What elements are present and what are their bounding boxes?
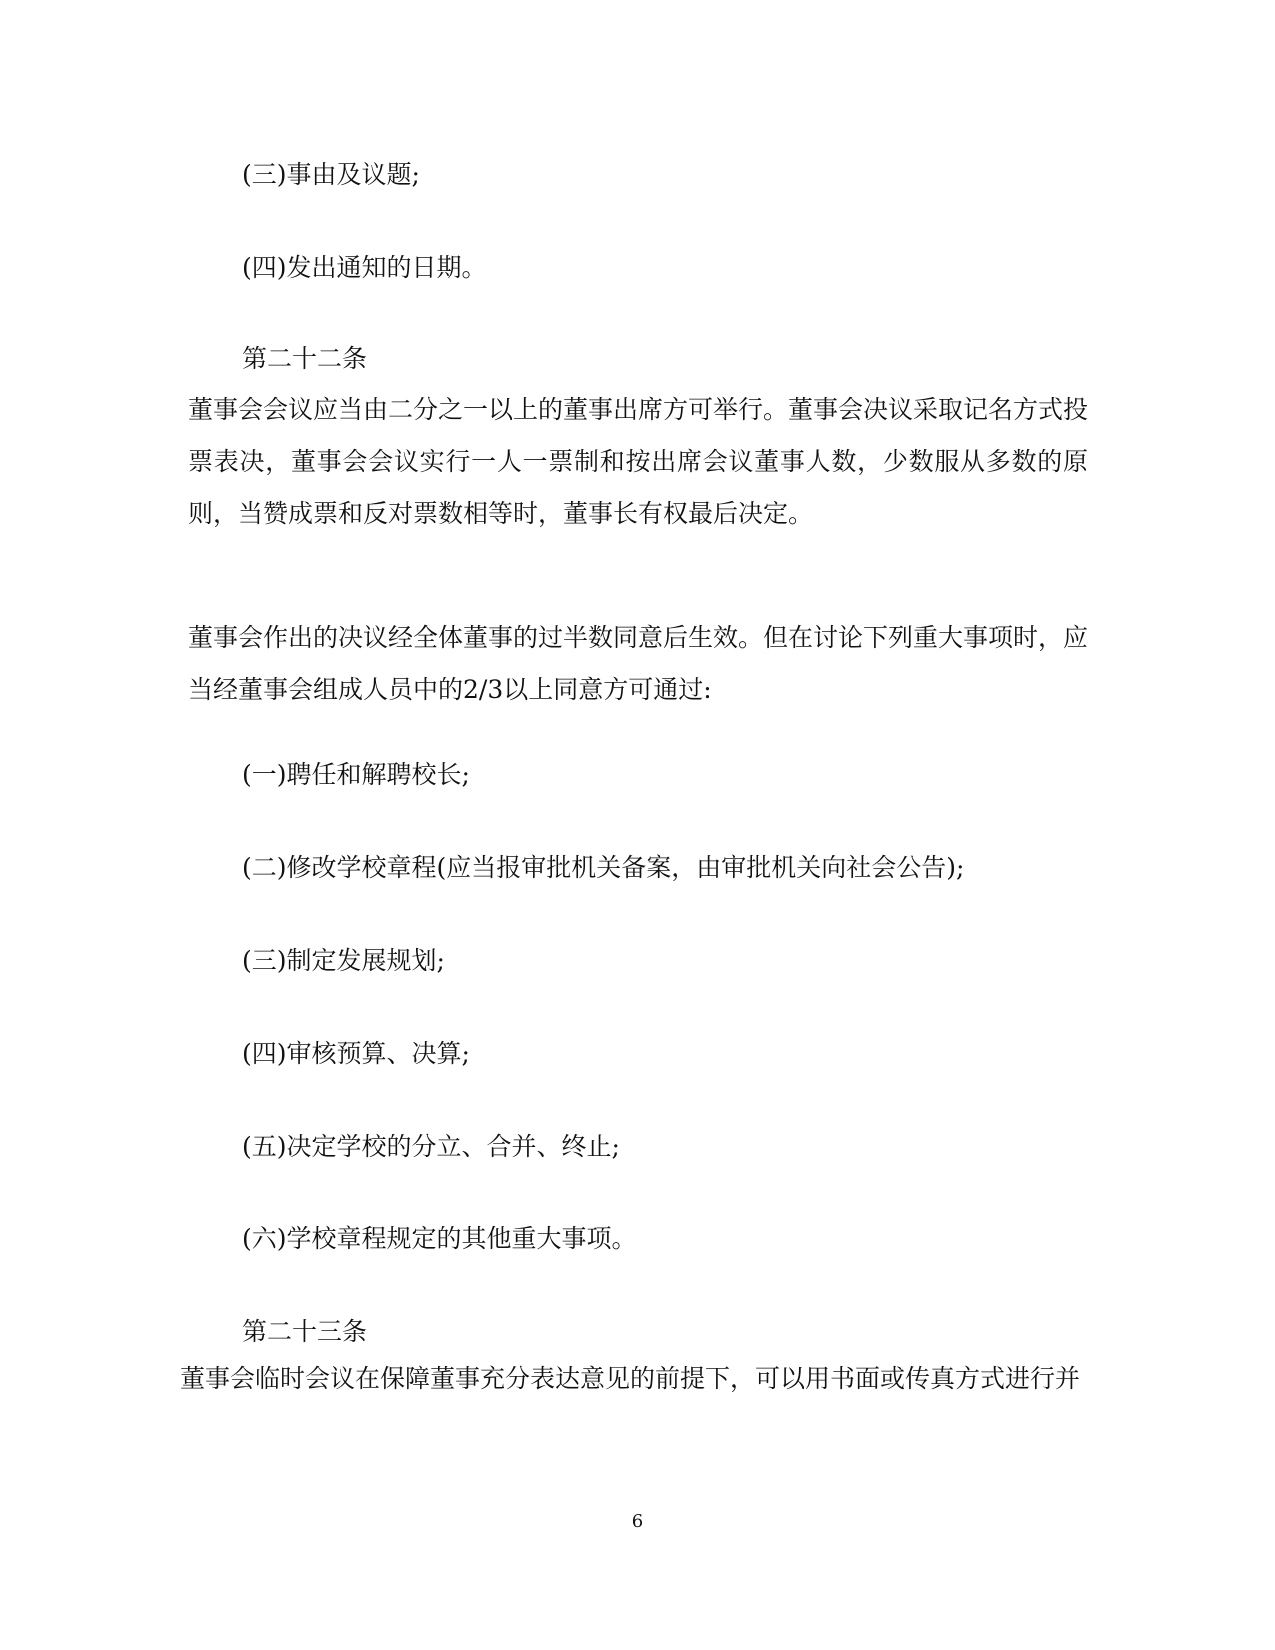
article-22-paragraph-1: 董事会会议应当由二分之一以上的董事出席方可举行。董事会决议采取记名方式投票表决，董事会会议实行一人一票制和按出席会议董事人数，少数服从多数的原则，当赞成票和反对票数相等时，董事长有权最后决定。 xyxy=(188,395,1089,528)
article-heading-22: 第二十二条 xyxy=(242,344,368,373)
page-number: 6 xyxy=(631,1511,644,1532)
article-23-paragraph-1: 董事会临时会议在保障董事充分表达意见的前提下，可以用书面或传真方式进行并 xyxy=(180,1364,1081,1393)
list-item: (三)事由及议题; xyxy=(242,160,420,189)
article-22-paragraph-2: 董事会作出的决议经全体董事的过半数同意后生效。但在讨论下列重大事项时，应当经董事会组成人员中的2/3以上同意方可通过: xyxy=(188,623,1089,704)
list-item: (五)决定学校的分立、合并、终止; xyxy=(242,1132,620,1161)
list-item: (二)修改学校章程(应当报审批机关备案，由审批机关向社会公告); xyxy=(242,853,965,882)
list-item: (一)聘任和解聘校长; xyxy=(242,760,470,789)
article-heading-23: 第二十三条 xyxy=(242,1317,368,1346)
list-item: (四)审核预算、决算; xyxy=(242,1039,470,1068)
list-item: (四)发出通知的日期。 xyxy=(242,253,487,282)
list-item: (六)学校章程规定的其他重大事项。 xyxy=(242,1224,637,1253)
list-item: (三)制定发展规划; xyxy=(242,946,445,975)
